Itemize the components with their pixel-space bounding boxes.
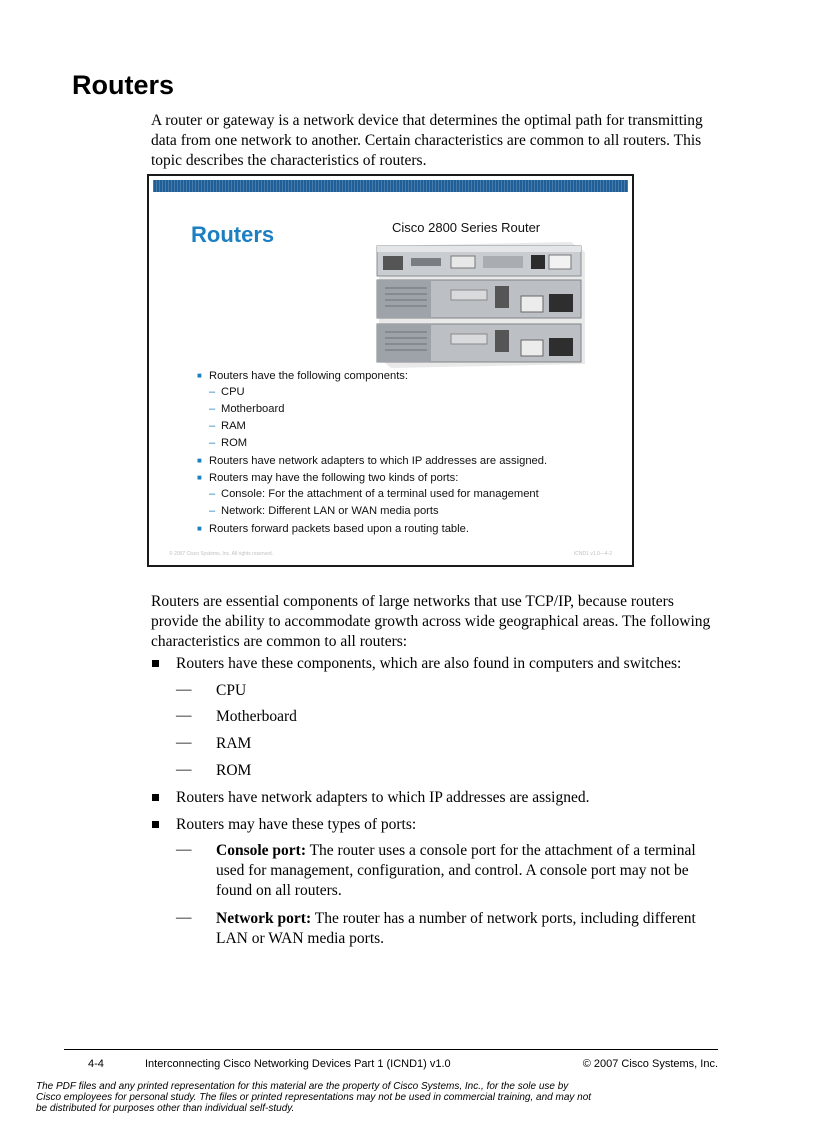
body-paragraph: Routers are essential components of large networks that use TCP/IP, because routers provide the ability to accommodate growth across wide geographical areas. The following characteristics are common to all routers: [151, 593, 711, 650]
component-item: Motherboard [216, 708, 297, 725]
list-item-ports: Routers may have these types of ports: [176, 816, 417, 833]
slide-subbullet: – Motherboard [197, 401, 547, 418]
network-port-item [216, 909, 718, 949]
dash-bullet-icon: – [209, 437, 216, 449]
list-item-adapters: Routers have network adapters to which IP addresses are assigned. [176, 789, 590, 806]
square-bullet-icon: ■ [197, 524, 202, 533]
slide-subbullet: – CPU [197, 384, 547, 401]
console-port-label: Console port: [216, 842, 306, 859]
slide-bullet: ■ Routers have the following components: [197, 367, 547, 384]
dash-icon: — [176, 761, 192, 778]
dash-bullet-icon: – [209, 420, 216, 432]
dash-bullet-icon: – [209, 386, 216, 398]
slide-title: Routers [191, 222, 275, 247]
slide-copyright: © 2007 Cisco Systems, Inc. All rights reserved. [169, 551, 274, 557]
slide-subbullet: – RAM [197, 418, 547, 435]
course-title: Interconnecting Cisco Networking Devices Part 1 (ICND1) v1.0 [145, 1058, 451, 1070]
dash-icon: — [176, 707, 192, 724]
dash-icon: — [176, 734, 192, 751]
slide-subbullet: – Network: Different LAN or WAN media ports [197, 503, 547, 520]
slide-bullet-list [197, 367, 547, 537]
slide-bullet: ■ Routers may have the following two kinds of ports: [197, 469, 547, 486]
footer-copyright: © 2007 Cisco Systems, Inc. [582, 1058, 718, 1070]
slide-subbullet: – ROM [197, 435, 547, 452]
console-port-text: The router uses a console port for the attachment of a terminal used for management, configuration, and control. A console port may not be found on all routers. [216, 842, 696, 899]
router-image [371, 238, 593, 370]
network-port-label: Network port: [216, 910, 312, 927]
square-bullet-icon [152, 821, 159, 828]
footer-rule [64, 1049, 718, 1050]
dash-icon: — [176, 681, 192, 698]
component-item: ROM [216, 762, 252, 779]
list-item-components: Routers have these components, which are also found in computers and switches: [176, 655, 682, 672]
slide-header-band [153, 180, 628, 192]
slide-subbullet: – Console: For the attachment of a terminal used for management [197, 486, 547, 503]
square-bullet-icon: ■ [197, 371, 202, 380]
slide-bullet: ■ Routers forward packets based upon a routing table. [197, 520, 547, 537]
router-caption: Cisco 2800 Series Router [392, 220, 541, 235]
square-bullet-icon [152, 660, 159, 667]
network-port-text: The router has a number of network ports, including different LAN or WAN media ports. [216, 910, 696, 947]
dash-icon: — [176, 909, 192, 926]
square-bullet-icon: ■ [197, 456, 202, 465]
page-title: Routers [72, 70, 175, 100]
dash-bullet-icon: – [209, 505, 216, 517]
page-number: 4-4 [88, 1058, 104, 1070]
intro-paragraph: A router or gateway is a network device that determines the optimal path for transmitting data from one network to another. Certain characteristics are common to all routers. This topic describes the characteristics of routers. [151, 112, 703, 169]
dash-icon: — [176, 841, 192, 858]
console-port-item [216, 841, 718, 901]
square-bullet-icon [152, 794, 159, 801]
slide-figure [147, 174, 634, 567]
legal-notice: The PDF files and any printed representation for this material are the property of Cisco Systems, Inc., for the sole use by Cisco employees for personal study. The files or printed representations may not be used in commercial training, and may not be distributed for purposes other than individual self-study. [36, 1081, 592, 1114]
slide-bullet: ■ Routers have network adapters to which IP addresses are assigned. [197, 452, 547, 469]
component-item: CPU [216, 682, 247, 699]
slide-number: ICND1 v1.0—4-2 [573, 551, 612, 557]
dash-bullet-icon: – [209, 488, 216, 500]
component-item: RAM [216, 735, 252, 752]
dash-bullet-icon: – [209, 403, 216, 415]
square-bullet-icon: ■ [197, 473, 202, 482]
